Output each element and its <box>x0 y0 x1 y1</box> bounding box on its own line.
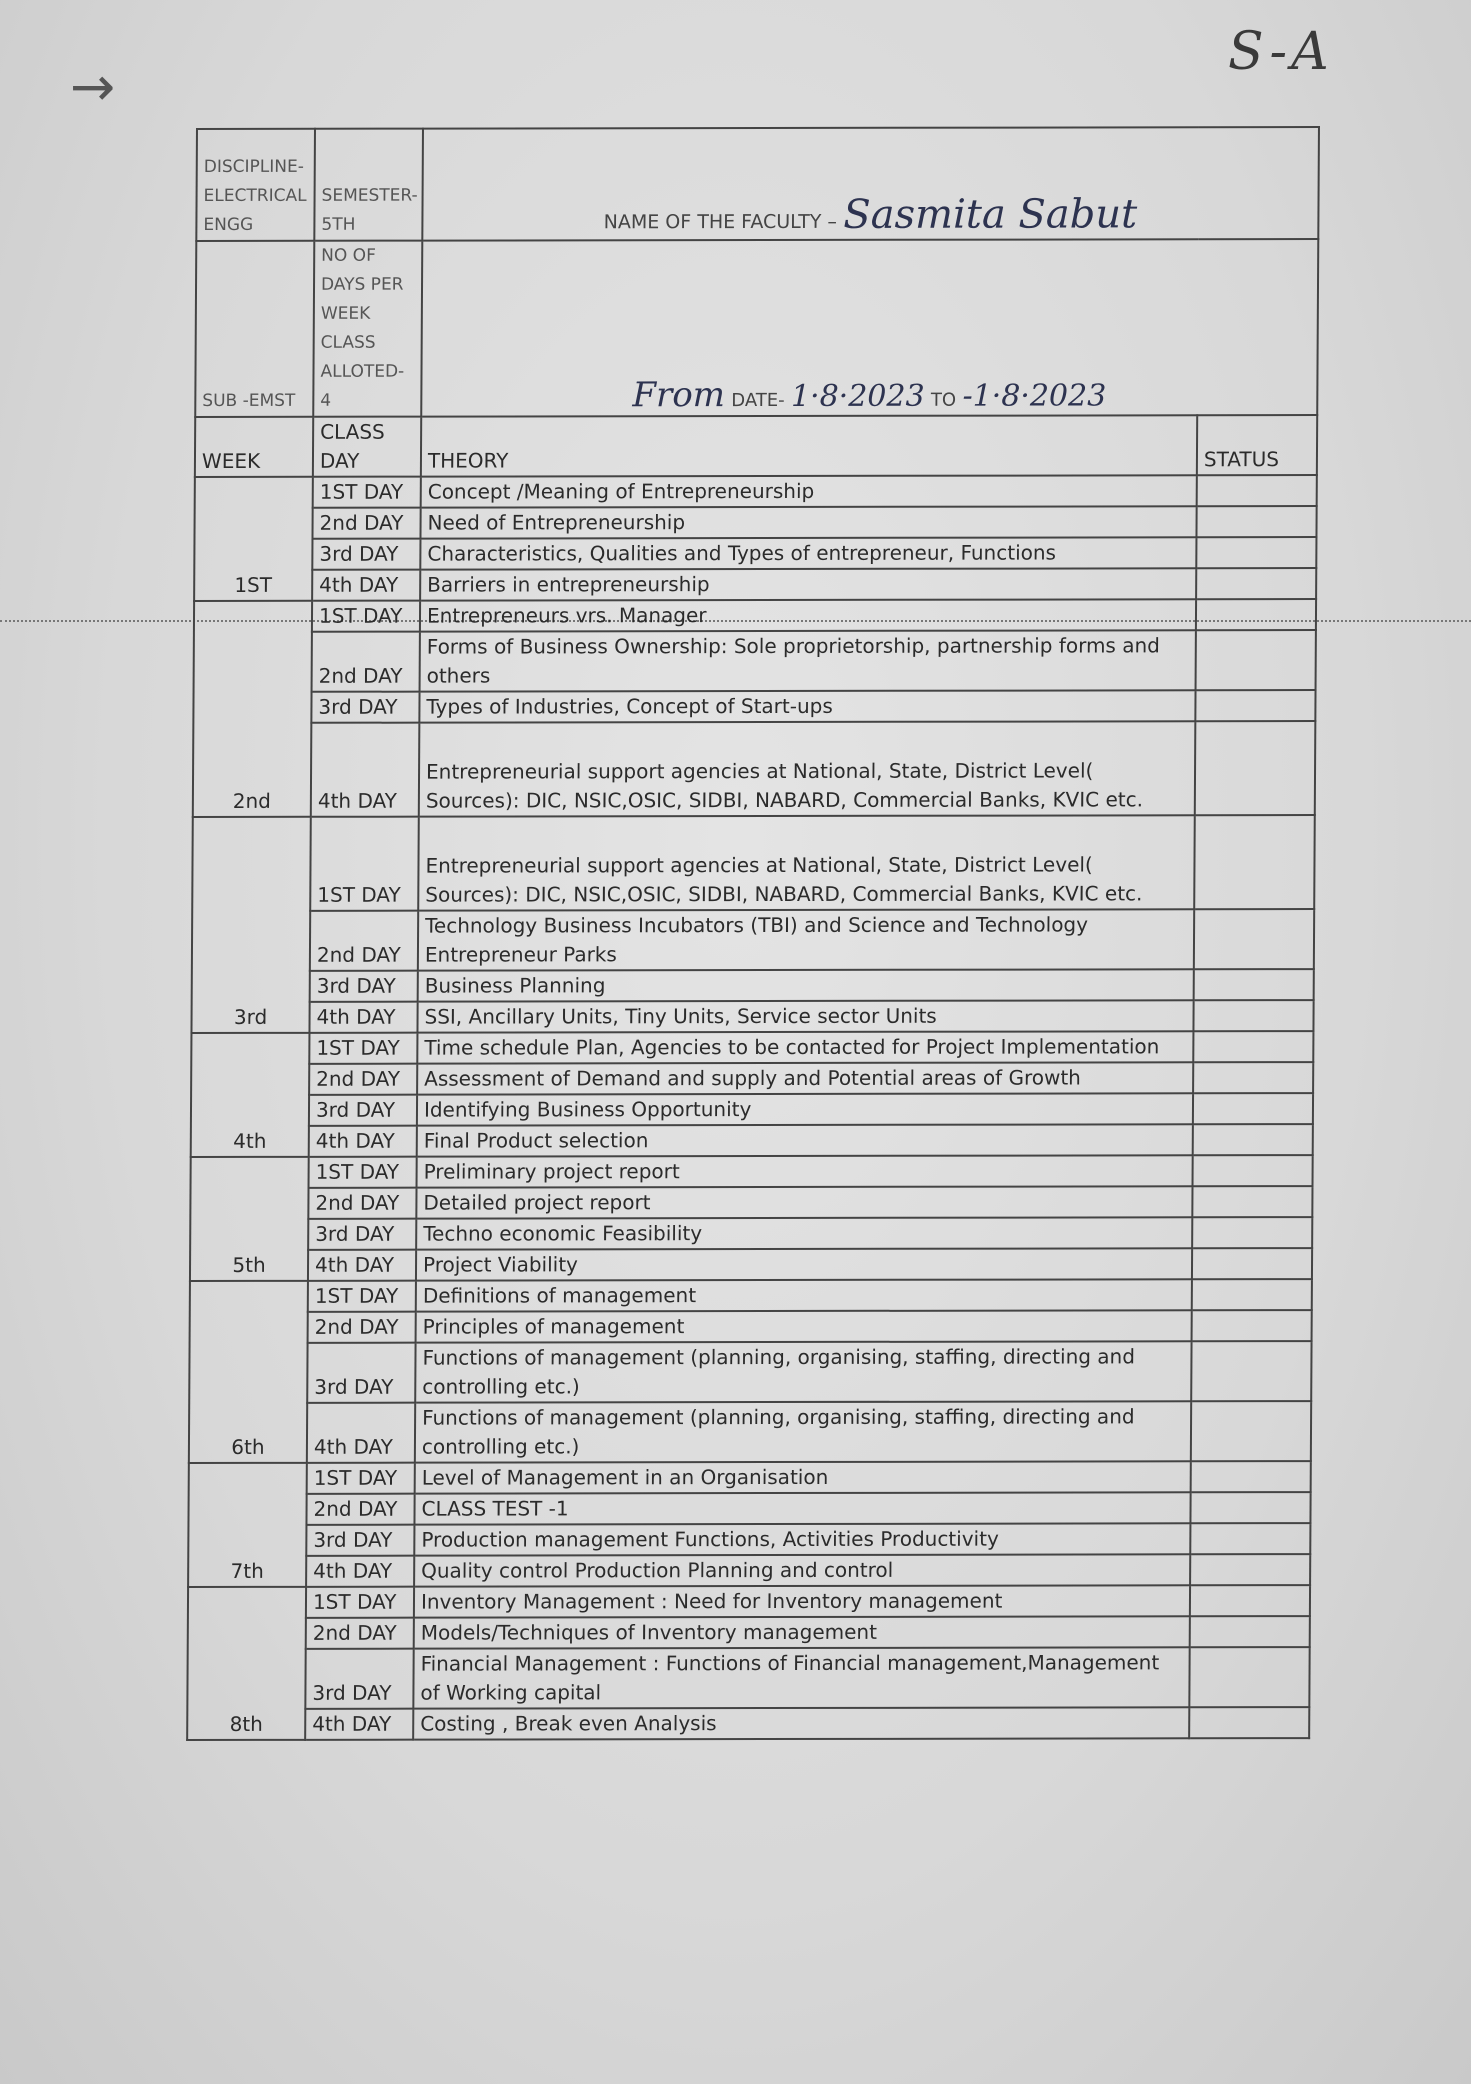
class-day-cell: 4th DAY <box>306 1556 414 1587</box>
schedule-row <box>192 969 1314 1002</box>
schedule-row <box>188 1585 1310 1618</box>
status-cell[interactable] <box>1193 1093 1313 1124</box>
status-cell[interactable] <box>1190 1585 1310 1616</box>
theory-cell: Technology Business Incubators (TBI) and Science and Technology Entrepreneur Parks <box>418 909 1194 970</box>
schedule-row <box>189 1341 1311 1403</box>
theory-cell: Quality control Production Planning and control <box>414 1554 1190 1586</box>
week-cell: 2nd <box>193 601 312 817</box>
status-cell[interactable] <box>1194 969 1314 1000</box>
status-cell[interactable] <box>1192 1217 1312 1248</box>
status-cell[interactable] <box>1191 1461 1311 1492</box>
status-cell[interactable] <box>1190 1554 1310 1585</box>
status-cell[interactable] <box>1192 1310 1312 1341</box>
class-day-cell: 3rd DAY <box>308 1219 416 1250</box>
theory-cell: Final Product selection <box>417 1124 1193 1156</box>
status-cell[interactable] <box>1193 1124 1313 1155</box>
status-cell[interactable] <box>1193 1000 1313 1031</box>
status-cell[interactable] <box>1192 1279 1312 1310</box>
class-day-cell: 3rd DAY <box>305 1649 413 1709</box>
status-cell[interactable] <box>1190 1492 1310 1523</box>
schedule-row <box>190 1186 1312 1219</box>
class-day-cell: 2nd DAY <box>306 1494 414 1525</box>
status-cell[interactable] <box>1189 1647 1309 1707</box>
schedule-row <box>188 1616 1310 1649</box>
class-day-cell: 4th DAY <box>305 1709 413 1740</box>
class-day-cell: 1ST DAY <box>312 601 420 632</box>
schedule-row <box>190 1248 1312 1281</box>
subject-row <box>195 239 1318 417</box>
theory-cell: Functions of management (planning, organising, staffing, directing and controlling etc.) <box>415 1401 1191 1462</box>
schedule-row <box>192 815 1315 911</box>
class-day-cell: 2nd DAY <box>308 1312 416 1343</box>
theory-cell: Definitions of management <box>416 1279 1192 1311</box>
faculty-label: NAME OF THE FACULTY – <box>603 210 838 234</box>
class-day-cell: 3rd DAY <box>310 971 418 1002</box>
status-cell[interactable] <box>1193 1062 1313 1093</box>
status-cell[interactable] <box>1190 1616 1310 1647</box>
theory-cell: Barriers in entrepreneurship <box>420 568 1196 600</box>
schedule-row <box>191 1124 1313 1157</box>
col-status: STATUS <box>1197 415 1317 475</box>
schedule-row <box>187 1647 1309 1709</box>
status-cell[interactable] <box>1195 690 1315 721</box>
status-cell[interactable] <box>1191 1401 1311 1461</box>
status-cell[interactable] <box>1196 537 1316 568</box>
status-cell[interactable] <box>1192 1155 1312 1186</box>
schedule-row <box>188 1554 1310 1587</box>
subject-cell: SUB -EMST <box>195 241 314 417</box>
class-day-cell: 1ST DAY <box>310 817 419 911</box>
class-day-cell: 4th DAY <box>307 1403 415 1463</box>
theory-cell: Financial Management : Functions of Financial management,Management of Working capital <box>413 1647 1189 1708</box>
schedule-row <box>189 1461 1311 1494</box>
theory-cell: Characteristics, Qualities and Types of entrepreneur, Functions <box>420 537 1196 569</box>
faculty-cell <box>422 127 1319 241</box>
schedule-row <box>191 1093 1313 1126</box>
theory-cell: Entrepreneurial support agencies at National, State, District Level( Sources): DIC, NSIC,OSIC, SIDBI, NABARD, Commercial Banks, KVIC etc. <box>419 721 1196 816</box>
class-day-cell: 1ST DAY <box>313 477 421 508</box>
status-cell[interactable] <box>1194 909 1314 969</box>
schedule-row <box>191 1155 1313 1188</box>
schedule-row <box>189 1401 1311 1463</box>
class-day-cell: 4th DAY <box>309 1002 417 1033</box>
class-day-cell: 2nd DAY <box>312 632 420 692</box>
column-header-row <box>195 415 1317 477</box>
col-theory: THEORY <box>421 415 1197 476</box>
date-from: 1·8·2023 <box>790 378 925 414</box>
date-range-cell <box>421 239 1318 417</box>
to-label: TO <box>930 389 957 411</box>
theory-cell: Functions of management (planning, organising, staffing, directing and controlling etc.) <box>415 1341 1191 1402</box>
theory-cell: Inventory Management : Need for Inventory management <box>414 1585 1190 1617</box>
schedule-row <box>193 721 1316 817</box>
class-day-cell: 1ST DAY <box>309 1157 417 1188</box>
status-cell[interactable] <box>1193 1031 1313 1062</box>
week-cell: 7th <box>188 1463 307 1587</box>
status-cell[interactable] <box>1192 1248 1312 1279</box>
theory-cell: Techno economic Feasibility <box>416 1217 1192 1249</box>
schedule-row <box>190 1279 1312 1312</box>
class-day-cell: 3rd DAY <box>311 692 419 723</box>
theory-cell: CLASS TEST -1 <box>414 1492 1190 1524</box>
class-day-cell: 1ST DAY <box>308 1281 416 1312</box>
class-day-cell: 3rd DAY <box>309 1095 417 1126</box>
status-cell[interactable] <box>1197 475 1317 506</box>
class-day-cell: 2nd DAY <box>312 508 420 539</box>
class-day-cell: 2nd DAY <box>309 1064 417 1095</box>
pen-mark-arrow-icon: → <box>70 55 116 118</box>
col-week: WEEK <box>195 417 313 477</box>
col-class-day: CLASS DAY <box>313 417 421 477</box>
status-cell[interactable] <box>1196 599 1316 630</box>
schedule-row <box>188 1492 1310 1525</box>
schedule-row <box>191 1062 1313 1095</box>
week-cell: 4th <box>191 1033 310 1157</box>
schedule-row <box>191 1000 1313 1033</box>
lesson-plan-table <box>186 126 1320 1741</box>
class-day-cell: 3rd DAY <box>307 1343 415 1403</box>
schedule-row <box>194 537 1316 570</box>
theory-cell: Models/Techniques of Inventory management <box>414 1616 1190 1648</box>
schedule-row <box>190 1310 1312 1343</box>
from-handwritten: From <box>632 375 726 416</box>
theory-cell: Principles of management <box>416 1310 1192 1342</box>
days-per-week-cell: NO OF DAYS PER WEEK CLASS ALLOTED-4 <box>313 241 422 417</box>
class-day-cell: 2nd DAY <box>306 1618 414 1649</box>
theory-cell: Need of Entrepreneurship <box>420 506 1196 538</box>
theory-cell: Assessment of Demand and supply and Potential areas of Growth <box>417 1062 1193 1094</box>
schedule-row <box>194 568 1316 601</box>
theory-cell: Production management Functions, Activities Productivity <box>414 1523 1190 1555</box>
status-cell[interactable] <box>1191 1341 1311 1401</box>
theory-cell: Entrepreneurs vrs. Manager <box>420 599 1196 631</box>
semester-cell: SEMESTER-5TH <box>314 129 423 241</box>
date-to: -1·8·2023 <box>962 378 1107 414</box>
schedule-row <box>187 1707 1309 1740</box>
class-day-cell: 2nd DAY <box>308 1188 416 1219</box>
class-day-cell: 4th DAY <box>311 723 420 817</box>
schedule-row <box>194 599 1316 632</box>
theory-cell: Costing , Break even Analysis <box>413 1707 1189 1739</box>
schedule-row <box>194 506 1316 539</box>
status-cell[interactable] <box>1194 815 1315 909</box>
date-label: DATE- <box>731 389 785 412</box>
class-day-cell: 4th DAY <box>312 570 420 601</box>
status-cell[interactable] <box>1196 630 1316 690</box>
theory-cell: Business Planning <box>418 969 1194 1001</box>
week-cell: 5th <box>190 1157 309 1281</box>
theory-cell: Project Viability <box>416 1248 1192 1280</box>
theory-cell: SSI, Ancillary Units, Tiny Units, Service sector Units <box>417 1000 1193 1032</box>
schedule-row <box>191 1031 1313 1064</box>
class-day-cell: 2nd DAY <box>310 911 418 971</box>
schedule-row <box>194 630 1316 692</box>
class-day-cell: 1ST DAY <box>307 1463 415 1494</box>
week-cell: 3rd <box>191 817 310 1033</box>
theory-cell: Time schedule Plan, Agencies to be contacted for Project Implementation <box>417 1031 1193 1063</box>
class-day-cell: 4th DAY <box>309 1126 417 1157</box>
schedule-row <box>188 1523 1310 1556</box>
status-cell[interactable] <box>1195 721 1316 815</box>
week-cell: 1ST <box>194 477 313 601</box>
class-day-cell: 1ST DAY <box>309 1033 417 1064</box>
status-cell[interactable] <box>1192 1186 1312 1217</box>
theory-cell: Types of Industries, Concept of Start-ups <box>419 690 1195 722</box>
class-day-cell: 4th DAY <box>308 1250 416 1281</box>
discipline-cell: DISCIPLINE-ELECTRICAL ENGG <box>196 129 315 241</box>
schedule-row <box>193 690 1315 723</box>
week-cell: 8th <box>187 1587 306 1740</box>
schedule-row <box>195 475 1317 508</box>
week-cell: 6th <box>189 1281 308 1463</box>
theory-cell: Identifying Business Opportunity <box>417 1093 1193 1125</box>
status-cell[interactable] <box>1196 568 1316 599</box>
schedule-row <box>192 909 1314 971</box>
status-cell[interactable] <box>1190 1523 1310 1554</box>
status-cell[interactable] <box>1189 1707 1309 1738</box>
theory-cell: Entrepreneurial support agencies at National, State, District Level( Sources): DIC, NSIC,OSIC, SIDBI, NABARD, Commercial Banks, KVIC etc. <box>418 815 1195 910</box>
class-day-cell: 3rd DAY <box>306 1525 414 1556</box>
theory-cell: Concept /Meaning of Entrepreneurship <box>421 475 1197 507</box>
theory-cell: Preliminary project report <box>417 1155 1193 1187</box>
theory-cell: Detailed project report <box>416 1186 1192 1218</box>
status-cell[interactable] <box>1196 506 1316 537</box>
schedule-row <box>190 1217 1312 1250</box>
header-row <box>196 127 1319 241</box>
class-day-cell: 3rd DAY <box>312 539 420 570</box>
theory-cell: Level of Management in an Organisation <box>415 1461 1191 1493</box>
theory-cell: Forms of Business Ownership: Sole proprietorship, partnership forms and others <box>420 630 1196 691</box>
class-day-cell: 1ST DAY <box>306 1587 414 1618</box>
faculty-name-signature: Sasmita Sabut <box>843 191 1138 238</box>
corner-mark: S-A <box>1228 22 1333 82</box>
